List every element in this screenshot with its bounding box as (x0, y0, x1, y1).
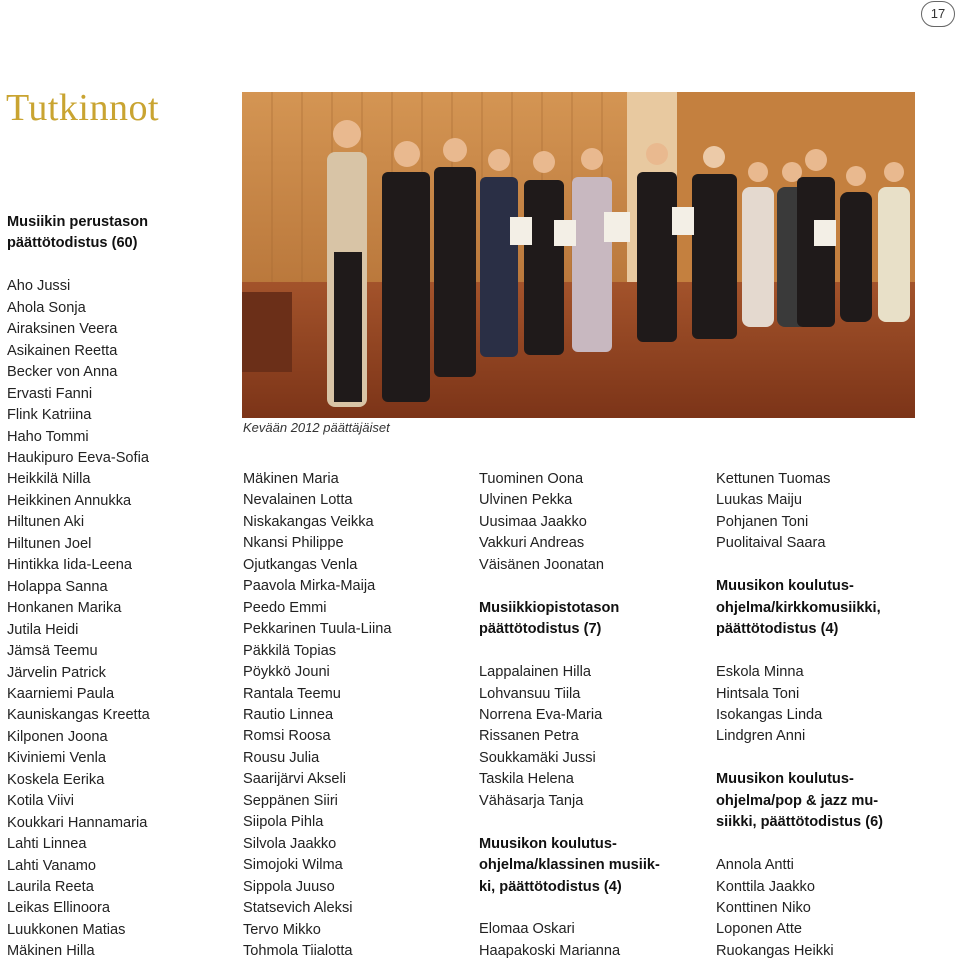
list-item: Kaarniemi Paula (7, 685, 115, 702)
list-item: Tuominen Oona (479, 471, 584, 487)
page-number: 17 (921, 1, 955, 27)
list-item: Hintsala Toni (716, 685, 800, 702)
section-heading: ohjelma/kirkkomusiikki, (716, 599, 881, 616)
list-item: Annola Antti (716, 857, 794, 874)
list-item: Järvelin Patrick (7, 664, 106, 681)
list-item: Hiltunen Joel (7, 535, 92, 552)
list-item: Isokangas Linda (716, 706, 823, 723)
section-heading: siikki, päättötodistus (6) (716, 814, 884, 831)
list-item: Loponen Atte (716, 921, 803, 938)
list-item: Rousu Julia (243, 749, 320, 766)
list-item: Puolitaival Saara (716, 535, 826, 552)
column-musician-programs (716, 469, 946, 962)
list-item: Mäkinen Maria (243, 471, 339, 487)
list-item: Ulvinen Pekka (479, 492, 573, 509)
list-item: Airaksinen Veera (7, 321, 118, 338)
list-item: Päkkilä Topias (243, 642, 337, 659)
list-item: Jutila Heidi (7, 621, 79, 638)
list-item: Lahti Vanamo (7, 857, 96, 874)
section-heading: Muusikon koulutus- (716, 578, 854, 595)
list-item: Statsevich Aleksi (243, 900, 353, 917)
list-item: Tohmola Tiialotta (243, 942, 353, 959)
list-item: Saarijärvi Akseli (243, 771, 347, 788)
section-heading: ohjelma/klassinen musiik- (479, 857, 660, 874)
column-institute-level (479, 469, 699, 962)
list-item: Lindgren Anni (716, 728, 806, 745)
name-list (7, 276, 227, 963)
list-item: Hintikka Iida-Leena (7, 557, 132, 574)
list-item: Romsi Roosa (243, 728, 331, 745)
list-item: Pekkarinen Tuula-Liina (243, 621, 392, 638)
section-heading: päättötodistus (4) (716, 621, 839, 638)
list-item: Kotila Viivi (7, 793, 75, 810)
section-heading: Musiikkiopistotason (479, 599, 620, 616)
list-item: Ruokangas Heikki (716, 942, 834, 959)
list-item: Lohvansuu Tiila (479, 685, 581, 702)
list-item: Konttila Jaakko (716, 878, 815, 895)
list-item: Luukkonen Matias (7, 921, 126, 938)
list-item: Haapakoski Marianna (479, 942, 621, 959)
list-item: Koskela Eerika (7, 771, 105, 788)
list-item: Taskila Helena (479, 771, 574, 788)
section-heading: ohjelma/pop & jazz mu- (716, 792, 879, 809)
section-heading: Muusikon koulutus- (479, 835, 617, 852)
list-item: Pohjanen Toni (716, 513, 809, 530)
list-item: Haukipuro Eeva-Sofia (7, 449, 149, 466)
list-item: Silvola Jaakko (243, 835, 337, 852)
list-item: Mäkinen Hilla (7, 943, 95, 960)
list-item: Siipola Pihla (243, 814, 324, 831)
list-item: Lappalainen Hilla (479, 664, 591, 681)
page-title: Tutkinnot (6, 87, 160, 129)
list-item: Ojutkangas Venla (243, 556, 358, 573)
list-item: Laurila Reeta (7, 879, 94, 896)
list-item: Elomaa Oskari (479, 921, 575, 938)
column-basic-level-cont (243, 469, 463, 962)
list-item: Lahti Linnea (7, 836, 87, 853)
list-item: Haho Tommi (7, 428, 89, 445)
list-item: Niskakangas Veikka (243, 513, 374, 530)
list-item: Luukas Maiju (716, 492, 802, 509)
list-item: Pöykkö Jouni (243, 664, 330, 681)
list-item: Soukkamäki Jussi (479, 749, 596, 766)
list-item: Leikas Ellinoora (7, 900, 111, 917)
list-item: Jämsä Teemu (7, 643, 98, 660)
photo-caption: Kevään 2012 päättäjäiset (243, 420, 390, 435)
list-item: Koukkari Hannamaria (7, 814, 148, 831)
list-item: Vakkuri Andreas (479, 535, 585, 552)
section-heading: päättötodistus (7) (479, 621, 602, 638)
list-item: Kauniskangas Kreetta (7, 707, 150, 724)
list-item: Sippola Juuso (243, 878, 335, 895)
list-item: Peedo Emmi (243, 599, 327, 616)
list-item: Aho Jussi (7, 278, 71, 295)
list-item: Hiltunen Aki (7, 514, 85, 531)
list-item: Ahola Sonja (7, 299, 86, 316)
list-item: Konttinen Niko (716, 900, 811, 916)
list-item: Rissanen Petra (479, 728, 579, 745)
list-item: Tervo Mikko (243, 921, 321, 938)
list-item: Nevalainen Lotta (243, 492, 353, 509)
list-item: Honkanen Marika (7, 600, 122, 617)
list-item: Norrena Eva-Maria (479, 706, 603, 723)
list-item: Eskola Minna (716, 664, 804, 681)
list-item: Asikainen Reetta (7, 342, 118, 359)
list-item: Becker von Anna (7, 364, 118, 381)
list-item: Kettunen Tuomas (716, 471, 831, 487)
section-heading: Muusikon koulutus- (716, 771, 854, 788)
list-item: Heikkilä Nilla (7, 471, 91, 488)
list-item: Rantala Teemu (243, 685, 341, 702)
list-item: Vähäsarja Tanja (479, 792, 584, 809)
list-item: Heikkinen Annukka (7, 492, 132, 509)
list-item: Kiviniemi Venla (7, 750, 106, 767)
list-item: Uusimaa Jaakko (479, 513, 587, 530)
column-basic-level (7, 212, 227, 963)
group-photo-icon (242, 92, 915, 418)
list-item: Simojoki Wilma (243, 857, 343, 874)
group-photo (242, 92, 915, 418)
list-item: Seppänen Siiri (243, 792, 338, 809)
list-item: Paavola Mirka-Maija (243, 578, 376, 595)
list-item: Kilponen Joona (7, 728, 108, 745)
section-heading: ki, päättötodistus (4) (479, 878, 622, 895)
list-item: Flink Katriina (7, 407, 92, 424)
section-heading: Musiikin perustason päättötodistus (60) (7, 214, 149, 252)
list-item: Ervasti Fanni (7, 385, 93, 402)
list-item: Rautio Linnea (243, 706, 334, 723)
list-item: Nkansi Philippe (243, 535, 344, 552)
list-item: Väisänen Joonatan (479, 556, 604, 573)
list-item: Holappa Sanna (7, 578, 108, 595)
